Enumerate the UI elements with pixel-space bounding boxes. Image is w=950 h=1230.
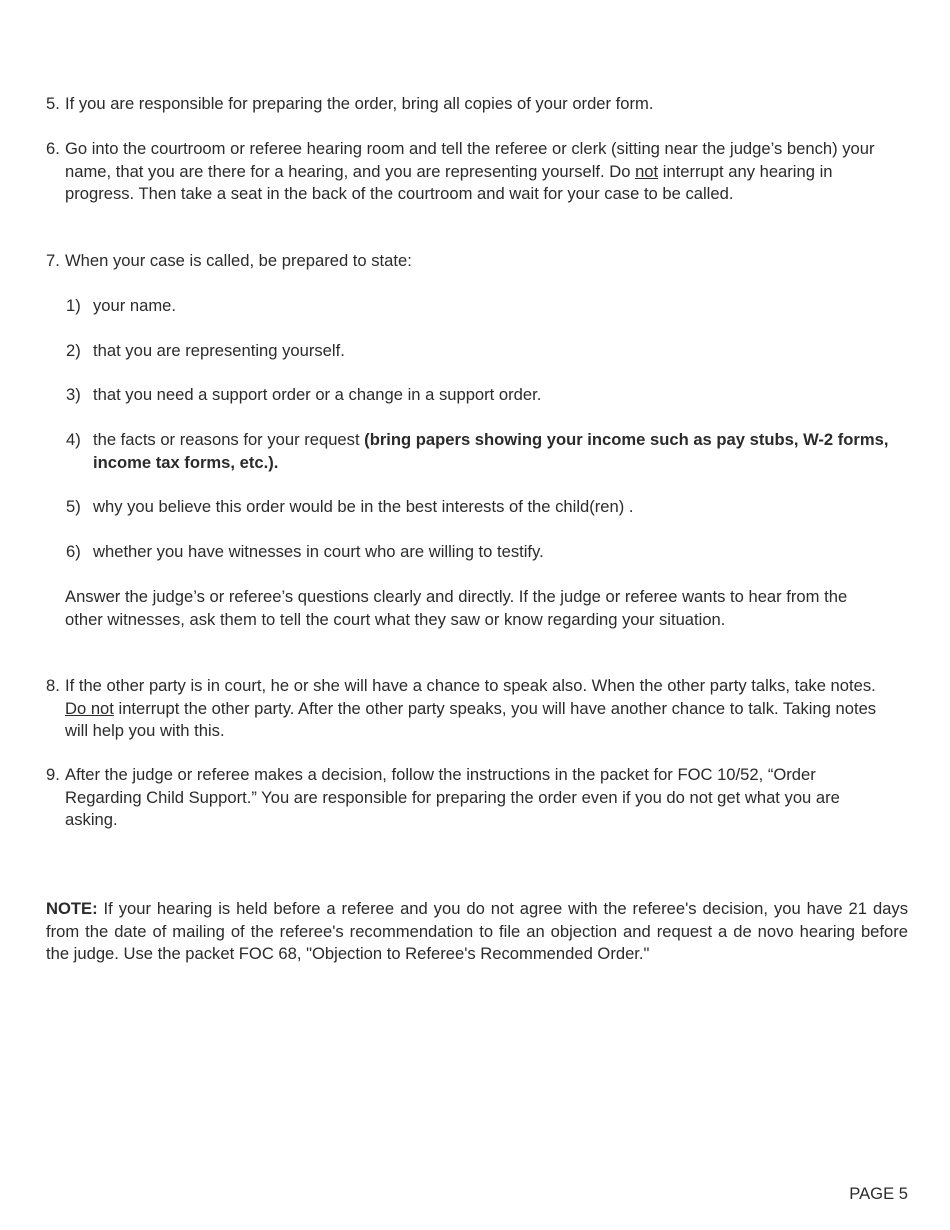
- sub-item-1: [66, 295, 896, 318]
- sub-item-number: 2): [66, 341, 81, 360]
- list-item-8: [46, 675, 896, 743]
- sub-item-text: whether you have witnesses in court who are willing to testify.: [93, 542, 544, 561]
- bold-instruction: (bring papers showing your income such as pay stubs, W-2 forms, income tax forms, etc.).: [93, 430, 889, 472]
- sub-item-text: why you believe this order would be in the best interests of the child(ren) .: [93, 497, 634, 516]
- sub-item-number: 5): [66, 497, 81, 516]
- sub-item-number: 4): [66, 430, 81, 449]
- sub-item-number: 3): [66, 385, 81, 404]
- note-paragraph: [46, 898, 908, 966]
- item-number: 8.: [46, 676, 60, 695]
- sub-item-text: your name.: [93, 296, 177, 315]
- sub-item-number: 6): [66, 542, 81, 561]
- item-number: 6.: [46, 139, 60, 158]
- item-number: 7.: [46, 251, 60, 270]
- sub-item-6: [66, 541, 896, 564]
- item-number: 9.: [46, 765, 60, 784]
- note-label: NOTE:: [46, 899, 98, 918]
- list-item-7: [46, 250, 896, 273]
- sub-item-number: 1): [66, 296, 81, 315]
- item-text: When your case is called, be prepared to state:: [65, 251, 412, 270]
- sub-item-text: the facts or reasons for your request (bring papers showing your income such as pay stubs, W-2 forms, income tax forms, etc.).: [93, 430, 889, 472]
- item-text: If you are responsible for preparing the order, bring all copies of your order form.: [65, 94, 654, 113]
- sub-item-text: that you need a support order or a change in a support order.: [93, 385, 542, 404]
- underlined-not: not: [635, 161, 659, 181]
- sub-item-text: that you are representing yourself.: [93, 341, 345, 360]
- page-number: PAGE 5: [849, 1184, 908, 1203]
- sub-item-4: [66, 429, 896, 474]
- answer-paragraph: Answer the judge’s or referee’s questions clearly and directly. If the judge or referee wants to hear from the other witnesses, ask them to tell the court what they saw or know regarding your situation.: [65, 587, 848, 629]
- list-item-9: [46, 764, 896, 832]
- item-text: After the judge or referee makes a decision, follow the instructions in the packet for FOC 10/52, “Order Regarding Child Support.” You are responsible for preparing the order even if you do not get what you are asking.: [65, 765, 840, 829]
- note-text: If your hearing is held before a referee and you do not agree with the referee's decision, you have 21 days from the date of mailing of the referee's recommendation to file an objection and request a de novo hearing before the judge. Use the packet FOC 68, "Objection to Referee's Recommended Order.": [46, 899, 908, 963]
- item-text: Go into the courtroom or referee hearing room and tell the referee or clerk (sitting near the judge’s bench) your name, that you are there for a hearing, and you are representing yourself. Do not interrupt any hearing in progress. Then take a seat in the back of the courtroom and wait for your case to be called.: [65, 139, 875, 203]
- underlined-do-not: Do not: [65, 698, 114, 718]
- list-item-5: [46, 93, 896, 116]
- item-text: If the other party is in court, he or she will have a chance to speak also. When the other party talks, take notes. Do not interrupt the other party. After the other party speaks, you will have another chance to talk. Taking notes will help you with this.: [65, 676, 877, 740]
- sub-item-3: [66, 384, 896, 407]
- item-number: 5.: [46, 94, 60, 113]
- list-item-6: [46, 138, 896, 206]
- sub-item-5: [66, 496, 896, 519]
- sub-item-2: [66, 340, 896, 363]
